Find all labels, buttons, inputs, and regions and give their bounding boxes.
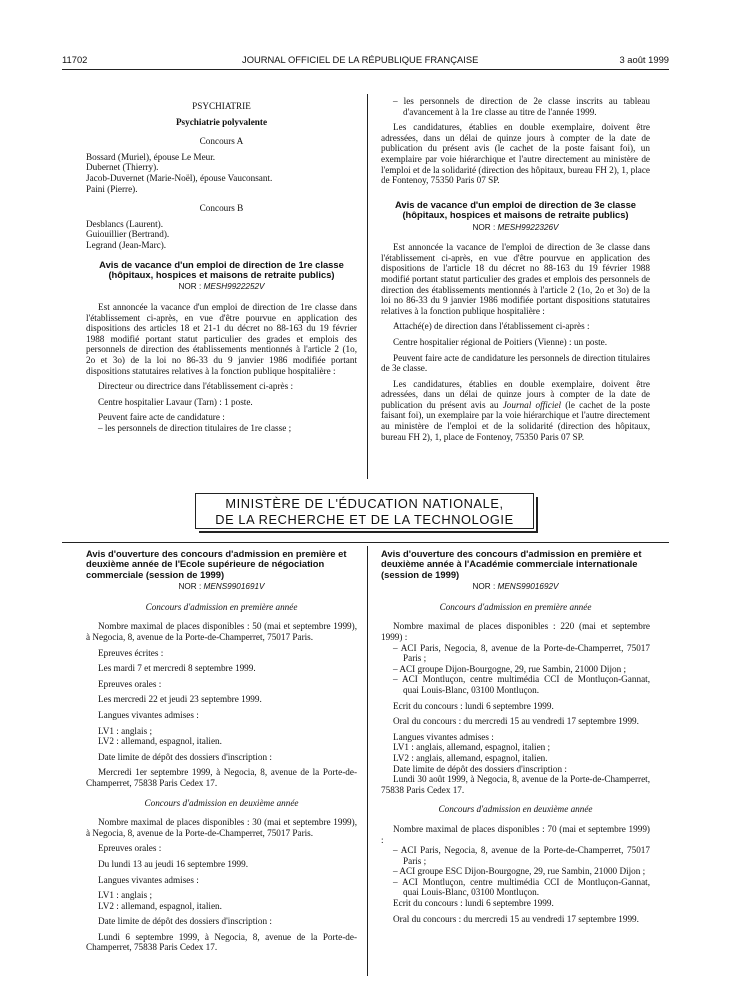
column-top-right bbox=[381, 96, 650, 442]
avis-3-paragraph: Les mercredi 22 et jeudi 23 septembre 1999. bbox=[98, 694, 262, 705]
journal-reference: Journal officiel bbox=[502, 399, 562, 410]
avis-3-title: Avis d'ouverture des concours d'admission en première et deuxième année de l'Ecole supérieure de négociation commerciale (session de 1999) bbox=[86, 548, 347, 580]
avis-4-subheading: Concours d'admission en première année bbox=[439, 601, 592, 612]
issue-date: 3 août 1999 bbox=[619, 54, 669, 65]
avis-3-paragraph: LV2 : allemand, espagnol, italien. bbox=[98, 900, 222, 911]
nor-value: MENS9901691V bbox=[203, 582, 265, 592]
concours-a-title: Concours A bbox=[199, 136, 244, 147]
column-bottom-left bbox=[86, 549, 357, 953]
avis-4-paragraph: LV2 : anglais, allemand, espagnol, italien. bbox=[393, 752, 548, 763]
avis-2-title: Avis de vacance d'un emploi de direction de 3e classe (hôpitaux, hospices et maisons de retraite publics) bbox=[394, 198, 637, 221]
avis-1-paragraph: Les candidatures, établies en double exemplaire, doivent être adressées, dans un délai de quinze jours à compter de la date de publication du présent avis (le cachet de la poste faisant foi), un exemplaire par voie hiérarchique et l'autre directement au ministère de l'emploi et de la solidarité (direction des hôpitaux, bureau FH 2), 1, place de Fontenoy, 75350 Paris 07 SP. bbox=[381, 122, 650, 186]
concours-b-list bbox=[86, 219, 357, 251]
section-subheading: Psychiatrie polyvalente bbox=[175, 116, 268, 127]
header-rule bbox=[62, 69, 669, 70]
avis-3-paragraph: Mercredi 1er septembre 1999, à Negocia, 8, avenue de la Porte-de-Champerret, 75838 Paris Cedex 17. bbox=[86, 767, 357, 788]
avis-3-subheading: Concours d'admission en première année bbox=[145, 601, 298, 612]
avis-4-paragraph: Nombre maximal de places disponibles : 220 (mai et septembre 1999) : bbox=[381, 621, 650, 642]
avis-1-nor: NOR : MESH9922252V bbox=[178, 282, 265, 292]
avis-2-paragraph: Est annoncée la vacance de l'emploi de direction de 3e classe dans l'établissement ci-après, en vue d'être pourvue en application des dispositions de l'article 18 du décret no 88-163 du 19 février 1988 modifié portant statut particulier des grades et emplois des personnels de direction des établissements mentionnés à l'article 2 (1o, 2o et 3o) de la loi no 86-33 du 9 janvier 1986 modifiée portant dispositions statutaires relatives à la fonction publique hospitalière : bbox=[381, 242, 650, 316]
avis-3-paragraph: LV2 : allemand, espagnol, italien. bbox=[98, 736, 222, 747]
avis-1-paragraph: Centre hospitalier Lavaur (Tarn) : 1 poste. bbox=[98, 396, 253, 407]
avis-3-paragraph: Du lundi 13 au jeudi 16 septembre 1999. bbox=[98, 858, 249, 869]
avis-2-paragraph: Les candidatures, établies en double exemplaire, doivent être adressées, dans un délai de quinze jours à compter de la date de publication du présent avis au Journal officiel (le cachet de la poste faisant foi), un exemplaire par la voie hiérarchique et l'autre directement au ministère de l'emploi et de la solidarité (direction des hôpitaux, bureau FH 2), 1, place de Fontenoy, 75350 Paris 07 SP. bbox=[381, 378, 651, 442]
avis-3-subheading: Concours d'admission en deuxième année bbox=[144, 797, 299, 808]
nor-value: MESH9922252V bbox=[203, 282, 265, 292]
section-heading: PSYCHIATRIE bbox=[192, 101, 251, 111]
list-item: Jacob-Duvernet (Marie-Noël), épouse Vauconsant. bbox=[86, 172, 273, 183]
journal-title: JOURNAL OFFICIEL DE LA RÉPUBLIQUE FRANÇAISE bbox=[242, 54, 479, 65]
list-item: Bossard (Muriel), épouse Le Meur. bbox=[86, 151, 216, 162]
avis-4-list-item: – ACI Montluçon, centre multimédia CCI de Montluçon-Gannat, quai Louis-Blanc, 03100 Montluçon. bbox=[393, 674, 650, 695]
avis-3-paragraph: Epreuves écrites : bbox=[98, 647, 164, 658]
avis-4-paragraph: Nombre maximal de places disponibles : 70 (mai et septembre 1999) : bbox=[381, 823, 650, 845]
avis-4-paragraph: Lundi 30 août 1999, à Negocia, 8, avenue de la Porte-de-Champerret, 75838 Paris Cedex 17. bbox=[381, 774, 650, 795]
avis-4-list-item: – ACI Paris, Negocia, 8, avenue de la Porte-de-Champerret, 75017 Paris ; bbox=[393, 845, 650, 866]
avis-3-paragraph: Epreuves orales : bbox=[98, 843, 162, 854]
avis-4-paragraph: Oral du concours : du mercredi 15 au vendredi 17 septembre 1999. bbox=[393, 716, 639, 727]
column-separator-bottom bbox=[367, 546, 368, 976]
list-item: Legrand (Jean-Marc). bbox=[86, 239, 167, 250]
avis-3-paragraph: Lundi 6 septembre 1999, à Negocia, 8, avenue de la Porte-de-Champerret, 75838 Paris Cedex 17. bbox=[86, 931, 357, 953]
avis-3-paragraph: Epreuves orales : bbox=[98, 678, 162, 689]
avis-1-paragraph: Est annoncée la vacance d'un emploi de direction de 1re classe dans l'établissement ci-après, en vue d'être pourvue en application des dispositions des articles 18 et 21-1 du décret no 88-163 du 19 février 1988 modifié portant statut particulier des grades et emplois des personnels de direction des établissements mentionnés à l'article 2 (1o, 2o et 3o) de la loi no 86-33 du 9 janvier 1986 modifiée portant dispositions statutaires relatives à la fonction publique hospitalière : bbox=[86, 301, 357, 376]
avis-3-paragraph: Les mardi 7 et mercredi 8 septembre 1999. bbox=[98, 663, 256, 674]
avis-3-paragraph: Nombre maximal de places disponibles : 50 (mai et septembre 1999), à Negocia, 8, avenue de la Porte-de-Champerret, 75017 Paris. bbox=[86, 621, 357, 642]
concours-b-title: Concours B bbox=[199, 203, 244, 214]
page-header bbox=[62, 54, 669, 68]
avis-4-paragraph: Ecrit du concours : lundi 6 septembre 1999. bbox=[393, 898, 554, 909]
avis-4-list-item: – ACI Montluçon, centre multimédia CCI de Montluçon-Gannat, quai Louis-Blanc, 03100 Montluçon. bbox=[393, 876, 650, 898]
ministry-line-2: DE LA RECHERCHE ET DE LA TECHNOLOGIE bbox=[215, 511, 514, 527]
avis-1-paragraph: – les personnels de direction titulaires de 1re classe ; bbox=[98, 422, 292, 433]
avis-3-paragraph: Nombre maximal de places disponibles : 30 (mai et septembre 1999), à Negocia, 8, avenue de la Porte-de-Champerret, 75017 Paris. bbox=[86, 817, 357, 838]
list-item: Dubernet (Thierry). bbox=[86, 162, 159, 173]
avis-2-paragraph: Centre hospitalier régional de Poitiers (Vienne) : un poste. bbox=[393, 336, 608, 347]
avis-3-paragraph: Langues vivantes admises : bbox=[98, 709, 199, 720]
avis-3-paragraph: Date limite de dépôt des dossiers d'inscription : bbox=[98, 751, 272, 762]
nor-value: MENS9901692V bbox=[497, 582, 559, 592]
concours-a-list bbox=[86, 152, 357, 194]
avis-3-paragraph: LV1 : anglais ; bbox=[98, 725, 153, 736]
avis-3-paragraph: LV1 : anglais ; bbox=[98, 890, 153, 901]
avis-4-list-item: – ACI Paris, Negocia, 8, avenue de la Porte-de-Champerret, 75017 Paris ; bbox=[393, 642, 650, 664]
avis-4-list-item: – ACI groupe ESC Dijon-Bourgogne, 29, rue Sambin, 21000 Dijon ; bbox=[393, 866, 646, 877]
avis-1-paragraph: – les personnels de direction de 2e classe inscrits au tableau d'avancement à la 1re classe au titre de l'année 1999. bbox=[393, 96, 650, 117]
avis-2-paragraph: Attaché(e) de direction dans l'établissement ci-après : bbox=[393, 321, 590, 332]
column-top-left bbox=[86, 101, 357, 433]
ministry-banner bbox=[195, 493, 534, 529]
avis-4-paragraph: Langues vivantes admises : bbox=[393, 731, 494, 742]
list-item: Desblancs (Laurent). bbox=[86, 218, 164, 229]
column-separator-top bbox=[367, 94, 368, 479]
page-number: 11702 bbox=[62, 54, 88, 65]
nor-value: MESH9922326V bbox=[497, 222, 559, 232]
avis-4-nor: NOR : MENS9901692V bbox=[472, 582, 559, 592]
avis-1-paragraph: Peuvent faire acte de candidature : bbox=[98, 412, 225, 423]
avis-4-paragraph: Oral du concours : du mercredi 15 au vendredi 17 septembre 1999. bbox=[393, 913, 639, 924]
avis-1-paragraph: Directeur ou directrice dans l'établissement ci-après : bbox=[98, 381, 294, 392]
avis-2-paragraph: Peuvent faire acte de candidature les personnels de direction titulaires de 3e classe. bbox=[381, 352, 650, 374]
avis-4-list-item: – ACI groupe Dijon-Bourgogne, 29, rue Sambin, 21000 Dijon ; bbox=[393, 663, 627, 674]
list-item: Paini (Pierre). bbox=[86, 183, 138, 194]
avis-3-nor: NOR : MENS9901691V bbox=[178, 582, 265, 592]
column-bottom-right bbox=[381, 549, 650, 924]
avis-4-paragraph: Date limite de dépôt des dossiers d'inscription : bbox=[393, 763, 567, 774]
avis-3-paragraph: Langues vivantes admises : bbox=[98, 874, 199, 885]
ministry-line-1: MINISTÈRE DE L'ÉDUCATION NATIONALE, bbox=[225, 496, 504, 511]
avis-4-paragraph: LV1 : anglais, allemand, espagnol, italien ; bbox=[393, 742, 551, 753]
avis-1-title: Avis de vacance d'un emploi de direction de 1re classe (hôpitaux, hospices et maisons de retraite publics) bbox=[99, 258, 344, 280]
list-item: Guiouillier (Bertrand). bbox=[86, 229, 170, 240]
avis-4-paragraph: Ecrit du concours : lundi 6 septembre 1999. bbox=[393, 700, 554, 711]
avis-4-subheading: Concours d'admission en deuxième année bbox=[438, 804, 593, 815]
avis-4-title: Avis d'ouverture des concours d'admission en première et deuxième année à l'Académie commerciale internationale (session de 1999) bbox=[381, 548, 642, 580]
avis-3-paragraph: Date limite de dépôt des dossiers d'inscription : bbox=[98, 916, 272, 927]
avis-2-nor: NOR : MESH9922326V bbox=[472, 222, 559, 232]
section-rule bbox=[62, 542, 669, 543]
